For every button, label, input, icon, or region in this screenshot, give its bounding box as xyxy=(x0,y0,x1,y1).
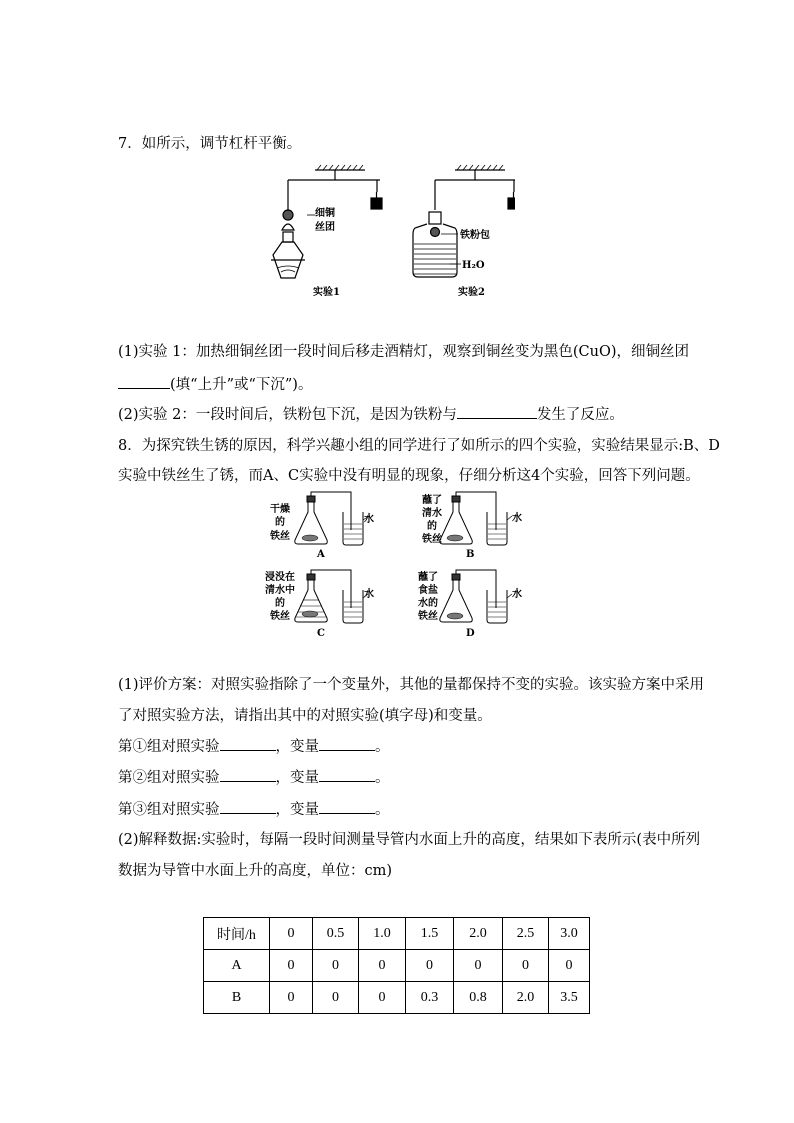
D-label-2: 食盐 xyxy=(418,585,438,596)
table-cell: 1.5 xyxy=(406,918,454,950)
table-cell: 0 xyxy=(503,950,549,982)
caption-D: D xyxy=(466,628,475,639)
table-cell: 0 xyxy=(359,982,406,1014)
C-label-2: 清水中 xyxy=(265,585,295,596)
q7-stem: 7．如所示，调节杠杆平衡。 xyxy=(118,136,302,152)
table-cell: B xyxy=(204,982,270,1014)
group1-variable-label: ，变量 xyxy=(275,739,319,755)
group2-end: 。 xyxy=(375,770,390,786)
q7-sub2 xyxy=(118,404,624,425)
table-cell: 2.0 xyxy=(503,982,549,1014)
q8-group-2 xyxy=(118,767,390,788)
table-cell: 0 xyxy=(270,918,313,950)
q8-figure xyxy=(265,490,535,642)
setup-B xyxy=(440,492,512,545)
D-label-4: 铁丝 xyxy=(418,611,438,622)
q7-sub1-tail: (填“上升”或“下沉”)。 xyxy=(170,377,313,393)
q7-sub1-line2 xyxy=(118,374,312,395)
C-label-1: 浸没在 xyxy=(265,572,295,583)
B-label-3: 的 xyxy=(427,521,437,532)
q8-sub2-line2: 数据为导管中水面上升的高度，单位：cm) xyxy=(118,863,393,879)
table-cell: 0.5 xyxy=(313,918,359,950)
q8-stem-line1: 8．为探究铁生锈的原因，科学兴趣小组的同学进行了如所示的四个实验，实验结果显示:B、D xyxy=(118,438,720,454)
table-cell: 0 xyxy=(313,950,359,982)
copper-label-2: 丝团 xyxy=(315,222,335,233)
height-data-table xyxy=(203,917,590,1014)
table-cell: A xyxy=(204,950,270,982)
setup-A xyxy=(295,492,369,545)
q7-sub1-blank[interactable] xyxy=(118,374,170,389)
C-label-3: 的 xyxy=(275,598,285,609)
table-cell: 0 xyxy=(406,950,454,982)
setup-D xyxy=(440,570,512,623)
C-label-4: 铁丝 xyxy=(270,611,290,622)
alcohol-lamp xyxy=(271,224,305,278)
group1-end: 。 xyxy=(375,739,390,755)
copper-label-1: 细铜 xyxy=(315,208,335,219)
group1-pair-blank[interactable] xyxy=(220,736,276,751)
table-cell: 时间/h xyxy=(204,918,270,950)
D-label-1: 蘸了 xyxy=(418,572,438,583)
table-header-row xyxy=(204,918,590,950)
B-label-4: 铁丝 xyxy=(422,534,442,545)
table-cell: 0.3 xyxy=(406,982,454,1014)
table-cell: 3.0 xyxy=(549,918,590,950)
group1-label: 第①组对照实验 xyxy=(118,739,220,755)
q8-sub2-line1: (2)解释数据:实验时，每隔一段时间测量导管内水面上升的高度，结果如下表所示(表中所列 xyxy=(118,832,701,848)
B-water-label: 水 xyxy=(512,513,522,524)
group3-label: 第③组对照实验 xyxy=(118,802,220,818)
q7-sub2-tail: 发生了反应。 xyxy=(536,407,624,423)
A-label-1: 干燥 xyxy=(270,504,290,515)
group3-pair-blank[interactable] xyxy=(220,799,276,814)
group2-variable-blank[interactable] xyxy=(319,767,375,782)
A-water-label: 水 xyxy=(364,514,374,525)
table-cell: 3.5 xyxy=(549,982,590,1014)
table-cell: 0 xyxy=(549,950,590,982)
group3-variable-label: ，变量 xyxy=(275,802,319,818)
B-label-1: 蘸了 xyxy=(422,495,442,506)
setup-C xyxy=(295,570,368,623)
table-row xyxy=(204,950,590,982)
group2-variable-label: ，变量 xyxy=(275,770,319,786)
table-row xyxy=(204,982,590,1014)
table-cell: 0.8 xyxy=(454,982,503,1014)
group1-variable-blank[interactable] xyxy=(319,736,375,751)
table-cell: 0 xyxy=(270,982,313,1014)
caption-experiment1: 实验1 xyxy=(313,287,340,298)
group3-variable-blank[interactable] xyxy=(319,799,375,814)
table-cell: 0 xyxy=(313,982,359,1014)
q7-figure xyxy=(255,160,515,305)
group2-label: 第②组对照实验 xyxy=(118,770,220,786)
q8-sub1-line1: (1)评价方案：对照实验指除了一个变量外，其他的量都保持不变的实验。该实验方案中采用 xyxy=(118,677,705,693)
group3-end: 。 xyxy=(375,802,390,818)
caption-experiment2: 实验2 xyxy=(458,287,485,298)
table-cell: 0 xyxy=(270,950,313,982)
caption-A: A xyxy=(317,549,325,560)
A-label-2: 的 xyxy=(275,517,285,528)
bottle-with-water xyxy=(413,212,457,277)
iron-pack-label: 铁粉包 xyxy=(460,230,490,241)
C-water-label: 水 xyxy=(364,589,374,600)
caption-B: B xyxy=(466,549,475,560)
experiment2-lever xyxy=(435,165,515,210)
table-cell: 0 xyxy=(359,950,406,982)
q8-group-3 xyxy=(118,799,390,820)
D-water-label: 水 xyxy=(512,589,522,600)
q7-sub1-line1: (1)实验 1：加热细铜丝团一段时间后移走酒精灯，观察到铜丝变为黑色(CuO)，细铜丝团 xyxy=(118,344,690,360)
q7-sub2-blank[interactable] xyxy=(457,404,537,419)
q8-stem-line2: 实验中铁丝生了锈，而A、C实验中没有明显的现象，仔细分析这4个实验，回答下列问题。 xyxy=(118,468,700,484)
q8-sub1-line2: 了对照实验方法，请指出其中的对照实验(填字母)和变量。 xyxy=(118,708,492,724)
water-formula-label: H₂O xyxy=(462,260,485,271)
table-cell: 2.0 xyxy=(454,918,503,950)
group2-pair-blank[interactable] xyxy=(220,767,276,782)
table-cell: 2.5 xyxy=(503,918,549,950)
table-cell: 1.0 xyxy=(359,918,406,950)
A-label-3: 铁丝 xyxy=(270,531,290,542)
D-label-3: 水的 xyxy=(418,598,438,609)
caption-C: C xyxy=(317,628,325,639)
q8-group-1 xyxy=(118,736,390,757)
q7-sub2-text: (2)实验 2：一段时间后，铁粉包下沉，是因为铁粉与 xyxy=(118,407,457,423)
B-label-2: 清水 xyxy=(422,508,442,519)
table-cell: 0 xyxy=(454,950,503,982)
